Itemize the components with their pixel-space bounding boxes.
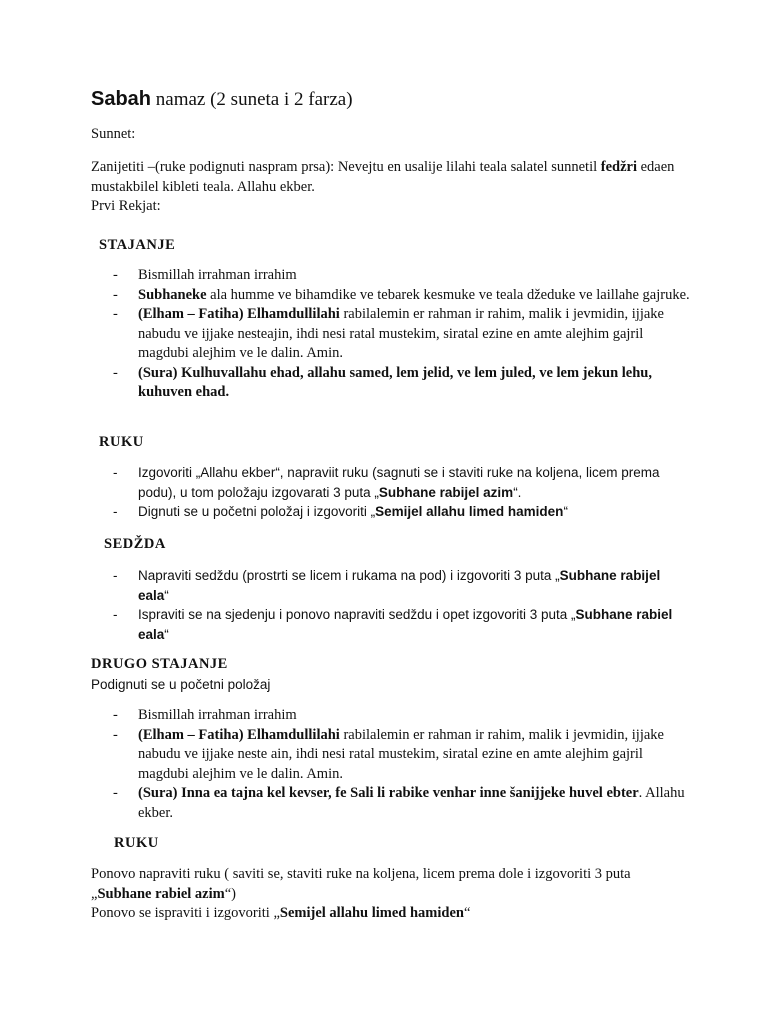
heading-sedzda: SEDŽDA bbox=[104, 536, 166, 552]
list-item: - Dignuti se u početni položaj i izgovoriti „Semijel allahu limed hamiden“ bbox=[91, 502, 691, 522]
drugo-list bbox=[91, 706, 691, 823]
list-item: - Bismillah irrahman irrahim bbox=[91, 266, 691, 286]
list-item: - Izgovoriti „Allahu ekber“, napraviit ruku (sagnuti se i staviti ruke na koljena, licem prema podu), u tom položaju izgovarati 3 puta „Subhane rabijel azim“. bbox=[91, 463, 691, 502]
page-title bbox=[91, 86, 691, 113]
intro-paragraph: Zanijetiti –(ruke podignuti naspram prsa): Nevejtu en usalije lilahi teala salatel sunnetil fedžri edaen mustakbilel kibleti teala. Allahu ekber. Prvi Rekjat: bbox=[91, 159, 675, 214]
list-item: - (Elham – Fatiha) Elhamdullilahi rabilalemin er rahman ir rahim, malik i jevmidin, ijjake nabudu ve ijjake neste ain, ihdi nesi ratal mustekim, siratal ezine en amte alejhim gajril magdubi alejhim ve le dalin. Amin. bbox=[91, 726, 691, 785]
sedzda-list bbox=[91, 566, 691, 644]
list-item: - Bismillah irrahman irrahim bbox=[91, 706, 691, 726]
heading-ruku: RUKU bbox=[99, 434, 144, 450]
ruku-2-paragraph: Ponovo napraviti ruku ( saviti se, staviti ruke na koljena, licem prema dole i izgovoriti 3 puta „Subhane rabiel azim“) Ponovo se ispraviti i izgovoriti „Semijel allahu limed hamiden“ bbox=[91, 866, 631, 921]
list-item: - Ispraviti se na sjedenju i ponovo napraviti sedždu i opet izgovoriti 3 puta „Subhane rabiel eala“ bbox=[91, 605, 691, 644]
title-bold: Sabah bbox=[91, 88, 152, 110]
list-item: - Napraviti sedždu (prostrti se licem i rukama na pod) i izgovoriti 3 puta „Subhane rabijel eala“ bbox=[91, 566, 691, 605]
stajanje-list bbox=[91, 266, 691, 403]
heading-drugo-stajanje: DRUGO STAJANJE bbox=[91, 656, 228, 672]
list-item: - (Elham – Fatiha) Elhamdullilahi rabilalemin er rahman ir rahim, malik i jevmidin, ijjake nabudu ve ijjake nesteajin, ihdi nesi ratal mustekim, siratal ezine en amte alejhim gajril magdubi alejhim ve le dalin. Amin. bbox=[91, 305, 691, 364]
ruku-list bbox=[91, 463, 691, 522]
list-item: - Subhaneke ala humme ve bihamdike ve tebarek kesmuke ve teala džeduke ve laillahe gajruke. bbox=[91, 286, 691, 306]
first-rakat-label: Prvi Rekjat: bbox=[91, 198, 161, 214]
heading-stajanje: STAJANJE bbox=[99, 237, 176, 253]
heading-ruku-2: RUKU bbox=[114, 835, 159, 851]
sunnet-label: Sunnet: bbox=[91, 126, 136, 142]
list-item: - (Sura) Kulhuvallahu ehad, allahu samed, lem jelid, ve lem juled, ve lem jekun lehu, kuhuven ehad. bbox=[91, 364, 691, 403]
list-item: - (Sura) Inna ea tajna kel kevser, fe Sali li rabike venhar inne šanijjeke huvel ebter. Allahu ekber. bbox=[91, 784, 691, 823]
title-rest: namaz (2 suneta i 2 farza) bbox=[151, 89, 353, 110]
drugo-subtitle: Podignuti se u početni položaj bbox=[91, 677, 271, 692]
